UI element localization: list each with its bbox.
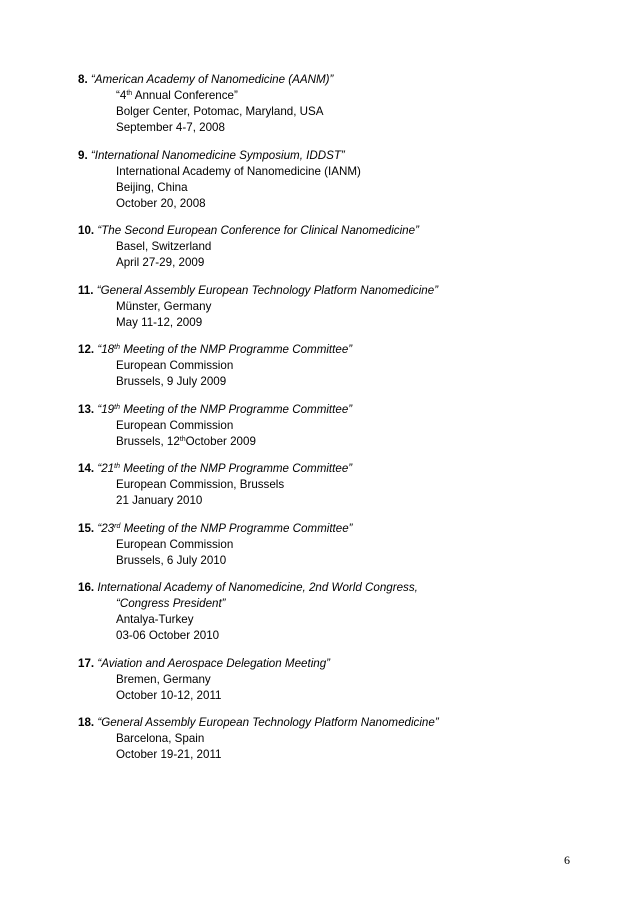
entry-title [97,224,419,237]
entry-detail-line [78,672,598,688]
title-text: International Academy of Nanomedicine, 2nd World Congress, [97,581,418,594]
list-item [78,72,598,136]
detail-text: Brussels, 9 July 2009 [116,375,227,388]
entry-number: 9. [78,148,88,162]
detail-text: April 27-29, 2009 [116,256,205,269]
entry-number: 15. [78,521,95,535]
entry-heading [78,656,598,672]
entry-heading [78,461,598,477]
entry-heading [78,715,598,731]
entry-detail-line [78,299,598,315]
entry-detail-line [78,255,598,271]
entry-number: 17. [78,656,95,670]
entry-number: 10. [78,224,95,237]
entry-heading [78,72,598,88]
title-text: “General Assembly European Technology Platform Nanomedicine” [96,283,439,297]
entry-heading [78,342,598,358]
title-text: Meeting of the NMP Programme Committee” [119,343,353,356]
detail-text: Brussels, 6 July 2010 [116,553,227,567]
title-text: “The Second European Conference for Clinical Nanomedicine” [97,224,419,237]
page-number: 6 [564,853,570,867]
detail-text: European Commission [116,537,234,551]
entry-heading [78,148,598,164]
superscript: th [179,435,186,443]
superscript: th [126,90,133,97]
entry-title [97,343,352,356]
entry-number: 16. [78,581,95,594]
detail-text: October 10-12, 2011 [116,688,222,702]
entry-detail-line [78,477,598,493]
detail-text: 21 January 2010 [116,494,203,507]
entry-title [97,284,438,297]
entry-detail-line [78,88,598,104]
detail-text: Barcelona, Spain [116,732,205,745]
entry-title [91,73,333,86]
entry-title [97,716,438,729]
entry-title [97,657,330,670]
entry-detail-line [78,596,598,612]
list-item [78,402,598,450]
entry-number: 13. [78,402,95,416]
detail-text: European Commission, Brussels [116,478,285,491]
entry-detail-line [78,239,598,255]
list-item [78,342,598,390]
entry-detail-line [78,628,598,644]
superscript: rd [114,522,121,530]
conference-list [78,72,598,775]
title-text: “General Assembly European Technology Platform Nanomedicine” [97,716,439,729]
entry-detail-line [78,731,598,747]
entry-detail-line [78,164,598,180]
detail-text: May 11-12, 2009 [116,315,203,329]
detail-text: Antalya-Turkey [116,613,194,626]
list-item [78,461,598,509]
entry-detail-line [78,315,598,331]
detail-text: “Congress President” [116,597,226,610]
title-text: “Aviation and Aerospace Delegation Meeting” [97,656,331,670]
entry-detail-line [78,553,598,569]
superscript: th [114,403,120,411]
title-text: “21 [97,462,115,475]
list-item [78,521,598,569]
list-item [78,715,598,763]
list-item [78,223,598,271]
entry-title [91,149,345,162]
detail-text: October 20, 2008 [116,196,206,210]
entry-detail-line [78,418,598,434]
list-item [78,580,598,644]
entry-number: 8. [78,73,88,86]
detail-text: Bolger Center, Potomac, Maryland, USA [116,105,324,118]
detail-text: October 2009 [185,434,256,448]
title-text: “23 [97,521,115,535]
entry-detail-line [78,180,598,196]
detail-text: Beijing, China [116,180,188,194]
title-text: “International Nanomedicine Symposium, IDDST” [90,148,345,162]
entry-detail-line [78,688,598,704]
detail-text: October 19-21, 2011 [116,748,222,761]
detail-text: “4 [116,89,127,102]
entry-number: 18. [78,716,95,729]
detail-text: International Academy of Nanomedicine (IANM) [116,164,361,178]
entry-title [97,462,352,475]
title-text: Meeting of the NMP Programme Committee” [120,521,353,535]
title-text: Meeting of the NMP Programme Committee” [119,462,353,475]
entry-title [97,581,418,594]
entry-detail-line [78,374,598,390]
entry-detail-line [78,493,598,509]
entry-heading [78,283,598,299]
entry-detail-line [78,358,598,374]
superscript: th [114,344,120,351]
detail-text: Brussels, 12 [116,434,180,448]
entry-title [97,403,352,416]
entry-detail-line [78,747,598,763]
list-item [78,283,598,331]
detail-text: September 4-7, 2008 [116,121,225,134]
detail-text: Bremen, Germany [116,672,211,686]
list-item [78,148,598,212]
entry-number: 11. [78,283,94,297]
entry-number: 14. [78,462,95,475]
detail-text: Basel, Switzerland [116,240,212,253]
entry-heading [78,223,598,239]
detail-text: 03-06 October 2010 [116,629,220,642]
title-text: Meeting of the NMP Programme Committee” [119,402,353,416]
entry-title [97,522,352,535]
title-text: “19 [97,402,115,416]
entry-detail-line [78,537,598,553]
list-item [78,656,598,704]
entry-detail-line [78,434,598,450]
entry-number: 12. [78,343,95,356]
detail-text: Annual Conference” [132,89,238,102]
entry-detail-line [78,104,598,120]
superscript: th [114,463,120,470]
entry-detail-line [78,120,598,136]
detail-text: European Commission [116,418,234,432]
title-text: “American Academy of Nanomedicine (AANM)” [90,73,334,86]
title-text: “18 [97,343,115,356]
entry-detail-line [78,196,598,212]
detail-text: Münster, Germany [116,299,212,313]
entry-heading [78,402,598,418]
entry-heading [78,521,598,537]
entry-heading [78,580,598,596]
detail-text: European Commission [116,359,234,372]
entry-detail-line [78,612,598,628]
